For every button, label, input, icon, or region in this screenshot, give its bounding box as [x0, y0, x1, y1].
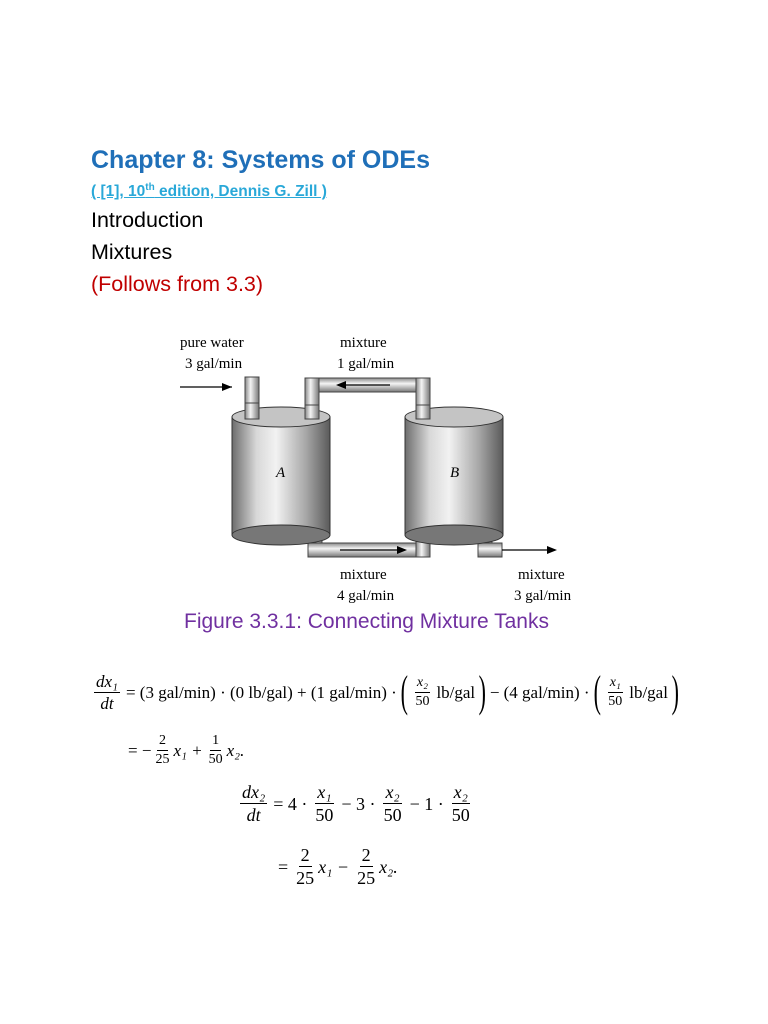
- eq3-f2-num: x₂: [385, 782, 400, 802]
- eq3-f3-num: x₂: [453, 782, 468, 802]
- eq3-f2-den: 50: [383, 805, 402, 825]
- eq1-lhs-den: dt: [100, 693, 114, 713]
- eq4-f2-den: 25: [357, 868, 376, 888]
- equation-dx1: $\frac{\text{dx₁}}{dt}$ = (3 gal/min) · (0 lb/gal) + (1 gal/min) · ( x₂ 50 lb/gal ) − (4 gal/min) · ( x₁ 50 lb/gal ): [96, 667, 679, 716]
- eq4-x1: x₁ −: [318, 856, 350, 877]
- eq4-f1-den: 25: [296, 868, 315, 888]
- eq4-x2: x₂.: [379, 856, 398, 877]
- top-label: mixture: [340, 335, 387, 351]
- bottom-label: mixture: [340, 567, 387, 583]
- eq2-f1-num: 2: [157, 734, 168, 751]
- eq1-f1-num: x₂: [416, 674, 428, 690]
- eq3-b: − 3 ·: [341, 793, 376, 814]
- eq1-unit1: lb/gal: [436, 682, 476, 702]
- figure-caption: Figure 3.3.1: Connecting Mixture Tanks: [184, 610, 549, 633]
- equation-dx2: [238, 783, 474, 824]
- eq3-lhs-num: dx₂: [242, 782, 266, 802]
- tank-b-label: B: [450, 465, 460, 481]
- source-post: edition, Dennis G. Zill ): [154, 183, 327, 201]
- eq2-x2: x₂.: [226, 741, 245, 760]
- eq2-f2-den: 50: [208, 752, 223, 767]
- bottom-rate: 4 gal/min: [337, 588, 395, 604]
- source-reference[interactable]: [91, 182, 327, 201]
- eq4-eq: =: [278, 856, 289, 877]
- eq1-f2-num: x₁: [609, 674, 621, 690]
- outflow-label: mixture: [518, 567, 565, 583]
- source-pre: ( [1], 10: [91, 183, 146, 201]
- eq1-f2-den: 50: [608, 693, 623, 709]
- chapter-title: Chapter 8: Systems of ODEs: [91, 146, 430, 174]
- inflow-label: pure water: [180, 335, 244, 351]
- eq3-a: = 4 ·: [273, 793, 308, 814]
- eq3-f3-den: 50: [451, 805, 470, 825]
- source-sup: th: [145, 182, 155, 193]
- outflow-rate: 3 gal/min: [514, 588, 572, 604]
- eq3-f1-num: x₁: [317, 782, 332, 802]
- equation-dx2-simplified: [278, 846, 398, 887]
- section-mixtures: Mixtures: [91, 240, 173, 264]
- eq2-x1: x₁ +: [173, 741, 203, 760]
- top-rate: 1 gal/min: [337, 356, 395, 372]
- eq4-f2-num: 2: [361, 845, 371, 865]
- eq1-term1: = (3 gal/min) · (0 lb/gal) + (1 gal/min) ·: [125, 682, 397, 702]
- eq1-f1-den: 50: [415, 693, 430, 709]
- eq1-unit2: lb/gal: [629, 682, 668, 702]
- tank-a-label: A: [276, 465, 286, 481]
- eq2-f1-den: 25: [155, 752, 170, 767]
- eq3-f1-den: 50: [315, 805, 334, 825]
- follows-note: (Follows from 3.3): [91, 272, 264, 296]
- eq1-lhs-num: dx₁: [96, 671, 118, 691]
- equation-dx1-simplified: [128, 734, 244, 767]
- eq2-eq: = −: [128, 741, 152, 760]
- eq2-f2-num: 1: [210, 734, 221, 751]
- eq3-lhs-den: dt: [246, 805, 261, 825]
- eq4-f1-num: 2: [300, 845, 310, 865]
- section-introduction: Introduction: [91, 208, 204, 232]
- inflow-rate: 3 gal/min: [185, 356, 243, 372]
- eq1-term2: − (4 gal/min) ·: [489, 682, 590, 702]
- outlet-pipe: [478, 543, 502, 557]
- mixture-tanks-diagram: [160, 325, 600, 610]
- eq3-c: − 1 ·: [409, 793, 444, 814]
